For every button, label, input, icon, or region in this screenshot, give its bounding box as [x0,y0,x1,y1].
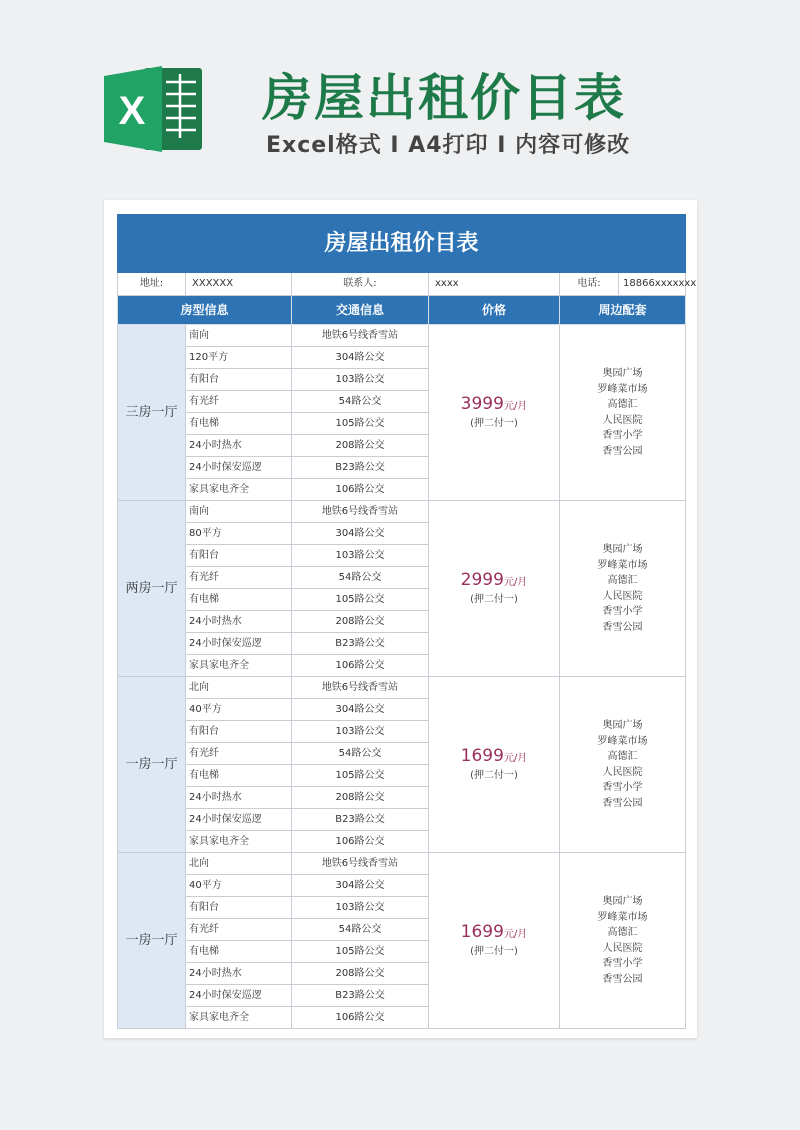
amenity-item: 奥园广场 [602,544,643,555]
transport-cell[interactable]: B23路公交 [292,985,429,1007]
amenity-item: 人民医院 [602,590,643,602]
room-type-cell[interactable]: 一房一厅 [118,677,186,853]
price-cell[interactable] [429,501,560,677]
price-value: 3999 [460,394,504,414]
transport-cell[interactable]: B23路公交 [292,809,429,831]
transport-cell[interactable]: 103路公交 [292,545,429,567]
feature-cell[interactable]: 有电梯 [186,765,292,787]
amenity-item: 罗峰菜市场 [597,911,648,923]
price-unit: 元/月 [503,401,528,412]
page-header [0,0,800,190]
amenity-item: 香雪公园 [602,973,643,985]
contact-value[interactable]: xxxx [429,273,560,296]
feature-cell[interactable]: 有阳台 [186,369,292,391]
feature-cell[interactable]: 有电梯 [186,413,292,435]
room-type-cell[interactable]: 一房一厅 [118,853,186,1029]
phone-cell[interactable] [560,273,697,296]
feature-cell[interactable]: 80平方 [186,523,292,545]
transport-cell[interactable]: 304路公交 [292,347,429,369]
amenity-item: 香雪公园 [602,621,643,633]
amenities-cell[interactable] [560,677,686,853]
feature-cell[interactable]: 北向 [186,677,292,699]
feature-cell[interactable]: 24小时热水 [186,435,292,457]
price-unit: 元/月 [503,753,528,764]
feature-cell[interactable]: 南向 [186,325,292,347]
feature-cell[interactable]: 40平方 [186,699,292,721]
transport-cell[interactable]: 208路公交 [292,435,429,457]
price-note: (押二付一) [470,770,518,781]
page-title: 房屋出租价目表 [262,69,626,127]
amenity-item: 奥园广场 [602,720,643,731]
transport-cell[interactable]: B23路公交 [292,457,429,479]
transport-cell[interactable]: 304路公交 [292,875,429,897]
feature-cell[interactable]: 24小时热水 [186,611,292,633]
feature-cell[interactable]: 24小时热水 [186,963,292,985]
amenity-item: 高德汇 [607,751,638,762]
feature-cell[interactable]: 24小时保安巡逻 [186,809,292,831]
amenity-item: 人民医院 [602,942,643,954]
table-row [118,677,686,699]
transport-cell[interactable]: 地铁6号线香雪站 [292,325,429,347]
amenity-item: 奥园广场 [602,368,643,379]
table-row [118,853,686,875]
amenities-cell[interactable] [560,853,686,1029]
excel-logo-icon [104,62,204,156]
amenity-item: 香雪公园 [602,445,643,457]
amenity-item: 奥园广场 [602,896,643,907]
price-cell[interactable] [429,325,560,501]
transport-cell[interactable]: 304路公交 [292,523,429,545]
price-note: (押二付一) [470,946,518,957]
column-header-row [118,296,686,325]
room-type-cell[interactable]: 三房一厅 [118,325,186,501]
amenity-item: 香雪小学 [602,782,643,793]
amenity-item: 香雪公园 [602,797,643,809]
feature-cell[interactable]: 北向 [186,853,292,875]
feature-cell[interactable]: 有光纤 [186,567,292,589]
table-row [118,325,686,347]
feature-cell[interactable]: 有光纤 [186,391,292,413]
feature-cell[interactable]: 家具家电齐全 [186,655,292,677]
feature-cell[interactable]: 有光纤 [186,919,292,941]
amenity-item: 香雪小学 [602,606,643,617]
transport-cell[interactable]: 105路公交 [292,589,429,611]
feature-cell[interactable]: 120平方 [186,347,292,369]
room-type-cell[interactable]: 两房一厅 [118,501,186,677]
price-unit: 元/月 [503,929,528,940]
amenity-item: 人民医院 [602,414,643,426]
amenity-item: 香雪小学 [602,430,643,441]
price-cell[interactable] [429,853,560,1029]
address-label: 地址: [118,273,186,296]
feature-cell[interactable]: 有阳台 [186,545,292,567]
phone-label: 电话: [560,273,619,295]
feature-cell[interactable]: 24小时保安巡逻 [186,457,292,479]
feature-cell[interactable]: 有光纤 [186,743,292,765]
transport-cell[interactable]: 106路公交 [292,479,429,501]
feature-cell[interactable]: 有电梯 [186,941,292,963]
transport-cell[interactable]: 地铁6号线香雪站 [292,501,429,523]
amenity-item: 高德汇 [607,575,638,586]
transport-cell[interactable]: 106路公交 [292,831,429,853]
transport-cell[interactable]: 208路公交 [292,787,429,809]
price-value: 1699 [460,922,504,942]
svg-text:X: X [118,89,146,133]
feature-cell[interactable]: 南向 [186,501,292,523]
page-subtitle: Excel格式 I A4打印 I 内容可修改 [266,133,631,158]
feature-cell[interactable]: 家具家电齐全 [186,831,292,853]
transport-cell[interactable]: 106路公交 [292,655,429,677]
feature-cell[interactable]: 家具家电齐全 [186,479,292,501]
amenity-item: 人民医院 [602,766,643,778]
transport-cell[interactable]: 208路公交 [292,963,429,985]
feature-cell[interactable]: 有阳台 [186,897,292,919]
amenity-item: 罗峰菜市场 [597,735,648,747]
info-row [118,273,686,296]
transport-cell[interactable]: 地铁6号线香雪站 [292,677,429,699]
col-header-amenities: 周边配套 [560,296,686,325]
address-value[interactable]: XXXXXX [186,273,292,296]
contact-label: 联系人: [292,273,429,296]
col-header-price: 价格 [429,296,560,325]
amenities-cell[interactable] [560,501,686,677]
transport-cell[interactable]: 208路公交 [292,611,429,633]
amenity-item: 高德汇 [607,399,638,410]
transport-cell[interactable]: 103路公交 [292,897,429,919]
sheet-title: 房屋出租价目表 [118,215,686,273]
price-cell[interactable] [429,677,560,853]
transport-cell[interactable]: 54路公交 [292,743,429,765]
price-value: 1699 [460,746,504,766]
transport-cell[interactable]: B23路公交 [292,633,429,655]
table-row [118,501,686,523]
feature-cell[interactable]: 24小时保安巡逻 [186,633,292,655]
price-note: (押二付一) [470,418,518,429]
price-unit: 元/月 [503,577,528,588]
feature-cell[interactable]: 有电梯 [186,589,292,611]
feature-cell[interactable]: 24小时热水 [186,787,292,809]
feature-cell[interactable]: 有阳台 [186,721,292,743]
price-value: 2999 [460,570,504,590]
transport-cell[interactable]: 105路公交 [292,765,429,787]
feature-cell[interactable]: 家具家电齐全 [186,1007,292,1029]
transport-cell[interactable]: 304路公交 [292,699,429,721]
amenities-cell[interactable] [560,325,686,501]
transport-cell[interactable]: 地铁6号线香雪站 [292,853,429,875]
amenity-item: 罗峰菜市场 [597,559,648,571]
amenity-item: 罗峰菜市场 [597,383,648,395]
phone-value: 18866xxxxxxx [623,278,697,289]
feature-cell[interactable]: 40平方 [186,875,292,897]
transport-cell[interactable]: 54路公交 [292,567,429,589]
col-header-room-type: 房型信息 [118,296,292,325]
amenity-item: 高德汇 [607,927,638,938]
price-note: (押二付一) [470,594,518,605]
transport-cell[interactable]: 54路公交 [292,919,429,941]
amenity-item: 香雪小学 [602,958,643,969]
feature-cell[interactable]: 24小时保安巡逻 [186,985,292,1007]
transport-cell[interactable]: 105路公交 [292,941,429,963]
price-table [117,214,697,1029]
transport-cell[interactable]: 106路公交 [292,1007,429,1029]
transport-cell[interactable]: 105路公交 [292,413,429,435]
transport-cell[interactable]: 54路公交 [292,391,429,413]
transport-cell[interactable]: 103路公交 [292,369,429,391]
col-header-transport: 交通信息 [292,296,429,325]
transport-cell[interactable]: 103路公交 [292,721,429,743]
